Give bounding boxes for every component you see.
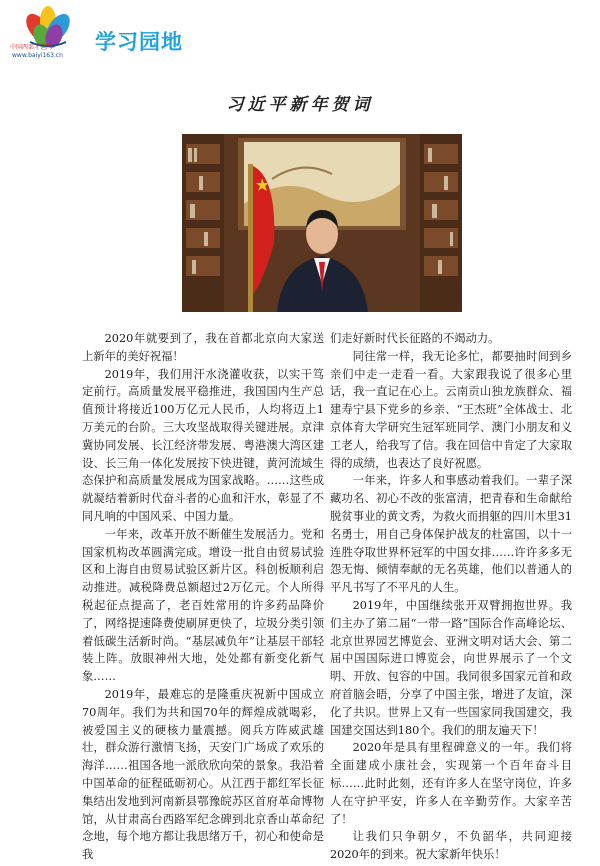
paragraph: 2019年，中国继续张开双臂拥抱世界。我们主办了第二届“一带一路”国际合作高峰论坛、北京世界园艺博览会、亚洲文明对话大会、第二届中国国际进口博览会，向世界展示了一个文明、开放、包容的中国。我同很多国家元首和政府首脑会晤，分享了中国主张，增进了友谊，深化了共识。世界上又有一些国家同我国建交，我国建交国达到180个。我们的朋友遍天下！: [330, 598, 572, 737]
article-title: 习近平新年贺词: [226, 95, 374, 115]
paragraph: 们走好新时代长征路的不竭动力。: [330, 332, 500, 345]
paragraph: 一年来，许多人和事感动着我们。一辈子深藏功名、初心不改的张富清，把青春和生命献给脱贫事业的黄文秀，为救火而捐躯的四川木里31名勇士，用自己身体保护战友的杜富国，以十一连胜夺取世界杯冠军的中国女排……许许多多无怨无悔、倾情奉献的无名英雄，他们以普通人的平凡书写了不平凡的人生。: [330, 474, 572, 595]
logo-site-name: 中国西部才艺网: [10, 44, 53, 51]
paragraph: 同往常一样，我无论多忙，都要抽时间到乡亲们中走一走看一看。大家跟我说了很多心里话，我一直记在心上。云南贡山独龙族群众、福建寿宁县下党乡的乡亲、“王杰班”全体战士、北京体育大学研究生冠军班同学、澳门小朋友和义工老人，给我写了信。我在回信中肯定了大家取得的成绩，也表达了良好祝愿。: [330, 349, 572, 470]
article-body: [70, 330, 590, 866]
paragraph: 一年来，改革开放不断催生发展活力。党和国家机构改革圆满完成。增设一批自由贸易试验区和上海自由贸易试验区新片区。科创板顺利启动推进。减税降费总额超过2万亿元。个人所得税起征点提高了，老百姓常用的许多药品降价了，网络提速降费使刷屏更快了，垃圾分类引领着低碳生活新时尚。“基层减负年”让基层干部轻装上阵。放眼神州大地，处处都有新变化新气象……: [82, 527, 324, 684]
paragraph: 让我们只争朝夕，不负韶华，共同迎接2020年的到来。祝大家新年快乐！: [330, 830, 572, 862]
paragraph: 2019年，最难忘的是隆重庆祝新中国成立70周年。我们为共和国70年的辉煌成就喝彩，被爱国主义的硬核力量震撼。阅兵方阵威武雄壮，群众游行激情飞扬，天安门广场成了欢乐的海洋……祖国各地一派欣欣向荣的景象。我沿着中国革命的征程砥砺初心。从江西于都红军长征集结出发地到河南新县鄂豫皖苏区首府革命博物馆，从甘肃高台西路军纪念碑到北京香山革命纪念地，每个地方都让我思绪万千，初心和使命是我: [82, 687, 324, 862]
paragraph: 2019年，我们用汗水浇灌收获，以实干笃定前行。高质量发展平稳推进，我国国内生产总值预计将接近100万亿元人民币，人均将迈上1万美元的台阶。三大攻坚战取得关键进展。京津冀协同发展、长江经济带发展、粤港澳大湾区建设、长三角一体化发展按下快进键，黄河流域生态保护和高质量发展成为国家战略。……这些成就凝结着新时代奋斗者的心血和汗水，彰显了不同凡响的中国风采、中国力量。: [82, 367, 324, 523]
article-column-right: [330, 330, 572, 864]
article-column-left: [82, 330, 324, 864]
section-title: 学习园地: [95, 30, 183, 54]
speaker-photo-illustration: [182, 134, 462, 312]
article-photo: [182, 134, 462, 312]
logo-site-url: www.baiyi163.cn: [12, 52, 63, 59]
page-header: [0, 0, 600, 68]
paragraph: 2020年是具有里程碑意义的一年。我们将全面建成小康社会，实现第一个百年奋斗目标……此时此刻，还有许多人在坚守岗位，许多人在守护平安，许多人在辛勤劳作。大家辛苦了！: [330, 741, 572, 826]
paragraph: 2020年就要到了，我在首都北京向大家送上新年的美好祝福！: [82, 332, 324, 363]
